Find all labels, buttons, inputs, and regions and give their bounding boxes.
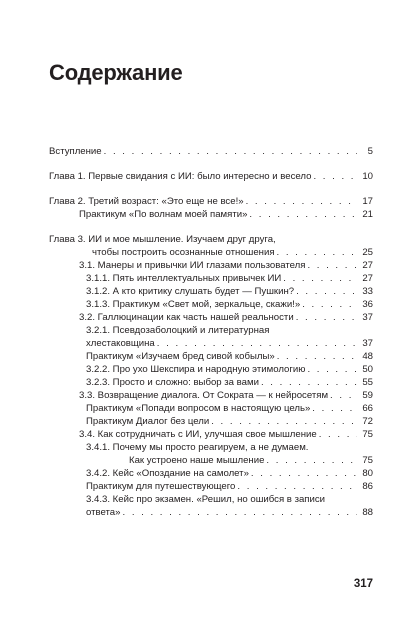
toc-entry-line xyxy=(86,402,373,415)
dot-leader xyxy=(211,415,357,428)
toc-entry-title: 3.1.2. А кто критику слушать будет — Пушкин? xyxy=(86,286,295,297)
toc-entry-title: 3.2.2. Про ухо Шекспира и народную этимологию xyxy=(86,364,306,375)
toc-entry-page: 27 xyxy=(362,273,373,284)
toc-entry-title-line1: 3.4.1. Почему мы просто реагируем, а не думаем. xyxy=(86,442,309,453)
toc-entry-page: 21 xyxy=(362,209,373,220)
toc-entry-line xyxy=(86,480,373,493)
toc-entry-line xyxy=(49,145,373,158)
dot-leader xyxy=(266,454,357,467)
toc-entry-line xyxy=(86,285,373,298)
toc-entry-line xyxy=(86,298,373,311)
toc-entry-line xyxy=(86,363,373,376)
toc-entry-title: ответа» xyxy=(86,507,121,518)
toc-entry xyxy=(86,480,373,493)
toc-entry-page: 5 xyxy=(367,146,373,157)
toc-entry xyxy=(79,208,373,221)
toc-entry-title: Практикум «Попади вопросом в настоящую цель» xyxy=(86,403,311,414)
toc-entry-page: 55 xyxy=(362,377,373,388)
toc-entry-page: 75 xyxy=(362,429,373,440)
toc-entry-line xyxy=(86,376,373,389)
toc-entry xyxy=(86,402,373,415)
toc-entry xyxy=(86,350,373,363)
page-title: Содержание xyxy=(49,60,183,85)
dot-leader xyxy=(122,506,357,519)
toc-entry-line xyxy=(86,415,373,428)
toc-entry-line xyxy=(86,454,373,467)
toc-entry-page: 88 xyxy=(362,507,373,518)
toc-entry xyxy=(86,272,373,285)
dot-leader xyxy=(296,285,357,298)
toc-entry xyxy=(79,311,373,324)
toc-entry-line xyxy=(79,389,373,402)
toc-entry xyxy=(86,441,373,467)
toc-entry-page: 37 xyxy=(362,338,373,349)
toc-entry-title-line1: 3.2.1. Псевдозаболоцкий и литературная xyxy=(86,325,270,336)
toc-entry-line xyxy=(79,311,373,324)
toc-entry-title: Практикум для путешествующего xyxy=(86,481,236,492)
toc-entry-line xyxy=(79,208,373,221)
dot-leader xyxy=(104,145,357,158)
toc-entry-title: 3.1.3. Практикум «Свет мой, зеркальце, скажи!» xyxy=(86,299,301,310)
toc-entry-title: 3.2.3. Просто и сложно: выбор за вами xyxy=(86,377,259,388)
toc-entry-line xyxy=(86,272,373,285)
toc-entry-line xyxy=(86,467,373,480)
dot-leader xyxy=(246,195,357,208)
toc-entry-page: 27 xyxy=(362,260,373,271)
toc-entry xyxy=(86,363,373,376)
toc-entry-title: Как устроено наше мышление xyxy=(129,455,265,466)
table-of-contents xyxy=(49,145,373,519)
dot-leader xyxy=(157,337,357,350)
toc-entry-page: 66 xyxy=(362,403,373,414)
toc-entry-line xyxy=(79,259,373,272)
toc-entry-page: 17 xyxy=(362,196,373,207)
toc-entry xyxy=(86,376,373,389)
toc-entry xyxy=(86,285,373,298)
toc-entry xyxy=(79,428,373,441)
toc-entry-line xyxy=(79,428,373,441)
dot-leader xyxy=(283,272,357,285)
toc-entry-title: чтобы построить осознанные отношения xyxy=(92,247,275,258)
toc-entry-title: хлестаковщина xyxy=(86,338,155,349)
dot-leader xyxy=(319,428,357,441)
toc-entry-line xyxy=(86,350,373,363)
dot-leader xyxy=(330,389,357,402)
toc-entry xyxy=(86,467,373,480)
toc-entry xyxy=(86,493,373,519)
toc-entry-title-line1: Глава 3. ИИ и мое мышление. Изучаем друг друга, xyxy=(49,234,276,245)
dot-leader xyxy=(313,170,357,183)
toc-entry-title: Глава 2. Третий возраст: «Это еще не все!» xyxy=(49,196,244,207)
toc-entry-title: 3.2. Галлюцинации как часть нашей реальности xyxy=(79,312,294,323)
dot-leader xyxy=(249,208,357,221)
toc-entry-title: Глава 1. Первые свидания с ИИ: было интересно и весело xyxy=(49,171,312,182)
toc-entry-page: 86 xyxy=(362,481,373,492)
toc-entry xyxy=(79,259,373,272)
toc-entry-title: Практикум «По волнам моей памяти» xyxy=(79,209,248,220)
toc-entry-title: 3.3. Возвращение диалога. От Сократа — к нейросетям xyxy=(79,390,329,401)
toc-entry-title: 3.1. Манеры и привычки ИИ глазами пользователя xyxy=(79,260,306,271)
toc-entry xyxy=(49,195,373,208)
toc-entry-line xyxy=(86,337,373,350)
toc-entry-line xyxy=(49,246,373,259)
toc-entry-page: 37 xyxy=(362,312,373,323)
toc-entry-line xyxy=(49,195,373,208)
toc-entry-page: 33 xyxy=(362,286,373,297)
toc-entry-page: 50 xyxy=(362,364,373,375)
toc-entry xyxy=(49,145,373,158)
dot-leader xyxy=(296,311,357,324)
toc-entry xyxy=(49,170,373,183)
toc-entry xyxy=(86,415,373,428)
toc-entry xyxy=(86,298,373,311)
dot-leader xyxy=(302,298,357,311)
toc-entry-title: 3.1.1. Пять интеллектуальных привычек ИИ xyxy=(86,273,282,284)
toc-entry-title: Вступление xyxy=(49,146,102,157)
toc-entry-page: 36 xyxy=(362,299,373,310)
dot-leader xyxy=(277,350,357,363)
dot-leader xyxy=(251,467,357,480)
toc-entry xyxy=(86,324,373,350)
toc-entry-page: 72 xyxy=(362,416,373,427)
toc-entry-title-line1: 3.4.3. Кейс про экзамен. «Решил, но ошибся в записи xyxy=(86,494,326,505)
toc-entry-page: 48 xyxy=(362,351,373,362)
toc-entry-line xyxy=(49,170,373,183)
toc-entry-title: 3.4.2. Кейс «Опоздание на самолет» xyxy=(86,468,249,479)
toc-entry-page: 25 xyxy=(362,247,373,258)
dot-leader xyxy=(277,246,357,259)
dot-leader xyxy=(307,363,357,376)
toc-entry-title: Практикум «Изучаем бред сивой кобылы» xyxy=(86,351,275,362)
toc-entry-page: 59 xyxy=(362,390,373,401)
dot-leader xyxy=(261,376,357,389)
dot-leader xyxy=(237,480,357,493)
toc-entry-page: 80 xyxy=(362,468,373,479)
toc-entry-title: Практикум Диалог без цели xyxy=(86,416,210,427)
toc-entry-page: 75 xyxy=(362,455,373,466)
toc-entry xyxy=(49,233,373,259)
toc-entry-page: 10 xyxy=(362,171,373,182)
dot-leader xyxy=(307,259,357,272)
page-number: 317 xyxy=(353,578,373,590)
toc-entry-line xyxy=(86,506,373,519)
dot-leader xyxy=(312,402,357,415)
toc-entry-title: 3.4. Как сотрудничать с ИИ, улучшая свое мышление xyxy=(79,429,317,440)
toc-entry xyxy=(79,389,373,402)
